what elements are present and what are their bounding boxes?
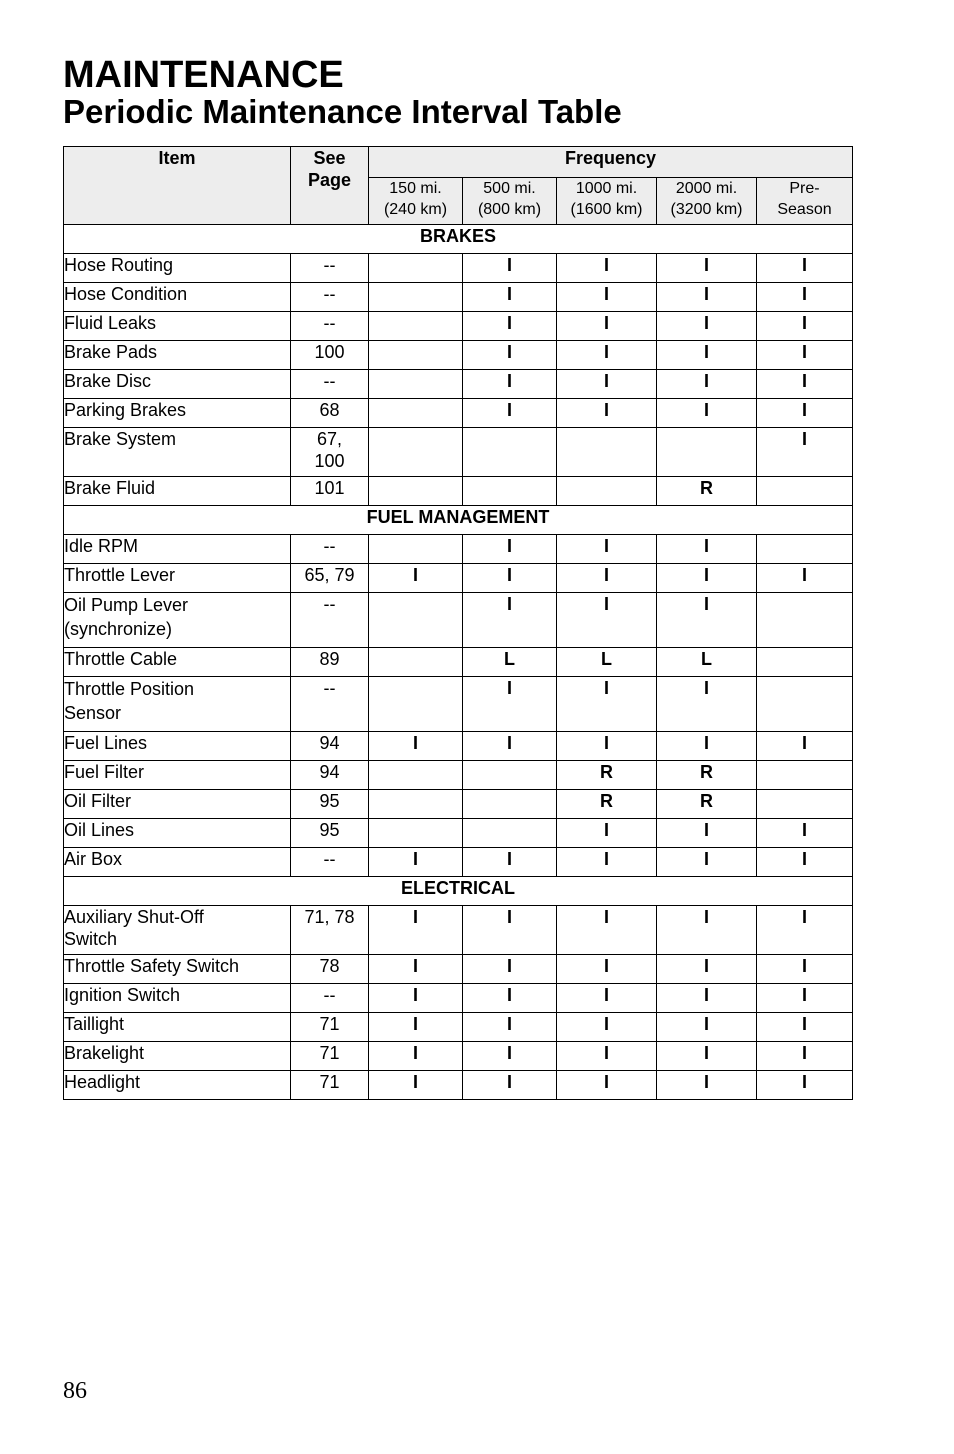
see-page-cell: 95 xyxy=(291,790,369,819)
frequency-mark-cell: I xyxy=(657,1071,757,1100)
table-row xyxy=(64,341,853,370)
frequency-mark-cell xyxy=(463,790,557,819)
table-row xyxy=(64,790,853,819)
frequency-mark-cell xyxy=(369,761,463,790)
item-cell: Air Box xyxy=(64,848,291,877)
see-page-cell: 68 xyxy=(291,399,369,428)
see-page-cell: -- xyxy=(291,283,369,312)
frequency-mark-cell: I xyxy=(657,312,757,341)
frequency-mark-cell: I xyxy=(557,819,657,848)
item-cell: Throttle Lever xyxy=(64,564,291,593)
frequency-mark-cell: I xyxy=(557,984,657,1013)
item-cell: Ignition Switch xyxy=(64,984,291,1013)
see-page-cell: 78 xyxy=(291,955,369,984)
frequency-mark-cell: I xyxy=(463,254,557,283)
frequency-mark-cell: R xyxy=(557,761,657,790)
table-row xyxy=(64,593,853,648)
table-row xyxy=(64,1042,853,1071)
frequency-mark-cell: I xyxy=(657,564,757,593)
see-page-cell: 95 xyxy=(291,819,369,848)
table-row xyxy=(64,819,853,848)
page-subtitle: Periodic Maintenance Interval Table xyxy=(63,93,622,130)
frequency-mark-cell: I xyxy=(557,254,657,283)
frequency-mark-cell: I xyxy=(757,370,853,399)
frequency-mark-cell xyxy=(463,428,557,477)
item-cell: Headlight xyxy=(64,1071,291,1100)
item-cell: Throttle Cable xyxy=(64,648,291,677)
table-row xyxy=(64,848,853,877)
interval-header-label: 2000 mi. (3200 km) xyxy=(670,180,743,219)
frequency-mark-cell xyxy=(757,477,853,506)
frequency-mark-cell: I xyxy=(657,341,757,370)
table-row xyxy=(64,283,853,312)
frequency-mark-cell: I xyxy=(757,428,853,477)
see-page-cell: -- xyxy=(291,848,369,877)
frequency-mark-cell xyxy=(557,477,657,506)
frequency-mark-cell: I xyxy=(369,984,463,1013)
table-row xyxy=(64,564,853,593)
frequency-mark-cell xyxy=(369,399,463,428)
item-cell: Oil Filter xyxy=(64,790,291,819)
frequency-mark-cell: I xyxy=(369,906,463,955)
frequency-mark-cell xyxy=(757,761,853,790)
frequency-mark-cell: I xyxy=(463,1071,557,1100)
table-row xyxy=(64,677,853,732)
frequency-mark-cell xyxy=(757,790,853,819)
frequency-mark-cell: I xyxy=(463,341,557,370)
frequency-mark-cell xyxy=(369,819,463,848)
frequency-mark-cell: I xyxy=(657,732,757,761)
frequency-mark-cell: I xyxy=(557,1042,657,1071)
column-header-frequency: Frequency xyxy=(369,147,853,178)
table-row xyxy=(64,1013,853,1042)
item-cell: Auxiliary Shut-Off Switch xyxy=(64,906,291,955)
frequency-mark-cell xyxy=(369,593,463,648)
item-cell: Idle RPM xyxy=(64,535,291,564)
frequency-mark-cell xyxy=(369,254,463,283)
table-row xyxy=(64,732,853,761)
frequency-mark-cell: I xyxy=(557,399,657,428)
frequency-mark-cell: I xyxy=(657,819,757,848)
frequency-mark-cell: R xyxy=(657,477,757,506)
frequency-mark-cell xyxy=(369,283,463,312)
table-row xyxy=(64,955,853,984)
column-header-see-page xyxy=(291,147,369,225)
frequency-mark-cell: I xyxy=(369,1071,463,1100)
frequency-mark-cell xyxy=(463,477,557,506)
frequency-mark-cell: I xyxy=(657,283,757,312)
table-body xyxy=(64,225,853,1100)
frequency-mark-cell: I xyxy=(557,593,657,648)
table-row xyxy=(64,428,853,477)
frequency-mark-cell: I xyxy=(657,254,757,283)
frequency-mark-cell: I xyxy=(463,984,557,1013)
frequency-mark-cell xyxy=(757,677,853,732)
interval-header-label: 1000 mi. (1600 km) xyxy=(570,180,643,219)
frequency-mark-cell: I xyxy=(463,906,557,955)
frequency-mark-cell: R xyxy=(557,790,657,819)
see-page-cell: 101 xyxy=(291,477,369,506)
frequency-mark-cell: I xyxy=(757,312,853,341)
item-cell: Taillight xyxy=(64,1013,291,1042)
item-cell: Parking Brakes xyxy=(64,399,291,428)
see-page-cell: -- xyxy=(291,312,369,341)
frequency-mark-cell: I xyxy=(657,535,757,564)
item-cell: Oil Lines xyxy=(64,819,291,848)
frequency-mark-cell: I xyxy=(657,1042,757,1071)
see-page-cell: 100 xyxy=(291,341,369,370)
table-row xyxy=(64,761,853,790)
frequency-mark-cell: I xyxy=(557,535,657,564)
frequency-mark-cell: L xyxy=(463,648,557,677)
frequency-mark-cell: I xyxy=(757,341,853,370)
interval-header xyxy=(757,178,853,225)
see-page-cell: 71, 78 xyxy=(291,906,369,955)
frequency-mark-cell: I xyxy=(757,732,853,761)
frequency-mark-cell: I xyxy=(757,564,853,593)
see-page-cell: 67, 100 xyxy=(291,428,369,477)
frequency-mark-cell: I xyxy=(463,1042,557,1071)
frequency-mark-cell: I xyxy=(757,254,853,283)
page-title: MAINTENANCE xyxy=(63,54,344,96)
table-row xyxy=(64,535,853,564)
item-cell: Hose Routing xyxy=(64,254,291,283)
table-row xyxy=(64,906,853,955)
frequency-mark-cell xyxy=(369,341,463,370)
section-row xyxy=(64,877,853,906)
frequency-mark-cell: I xyxy=(757,984,853,1013)
frequency-mark-cell: I xyxy=(757,1071,853,1100)
table-row xyxy=(64,984,853,1013)
frequency-mark-cell: L xyxy=(657,648,757,677)
frequency-mark-cell xyxy=(757,648,853,677)
see-page-cell: 71 xyxy=(291,1071,369,1100)
maintenance-interval-table xyxy=(63,146,853,1100)
page-number: 86 xyxy=(63,1378,87,1404)
interval-header xyxy=(557,178,657,225)
table-row xyxy=(64,370,853,399)
see-page-cell: -- xyxy=(291,254,369,283)
frequency-mark-cell: I xyxy=(557,848,657,877)
frequency-mark-cell: I xyxy=(463,312,557,341)
frequency-mark-cell xyxy=(369,535,463,564)
frequency-mark-cell: R xyxy=(657,761,757,790)
frequency-mark-cell: I xyxy=(757,1013,853,1042)
frequency-mark-cell: I xyxy=(657,677,757,732)
frequency-mark-cell: I xyxy=(463,732,557,761)
interval-header-label: 150 mi. (240 km) xyxy=(383,180,448,219)
frequency-mark-cell: I xyxy=(757,1042,853,1071)
frequency-mark-cell xyxy=(369,648,463,677)
interval-header-label: Pre- Season xyxy=(777,180,832,219)
frequency-mark-cell: I xyxy=(757,283,853,312)
frequency-mark-cell xyxy=(463,819,557,848)
frequency-mark-cell xyxy=(369,677,463,732)
frequency-mark-cell: I xyxy=(557,955,657,984)
frequency-mark-cell: I xyxy=(757,955,853,984)
frequency-mark-cell: I xyxy=(463,593,557,648)
item-cell: Fuel Filter xyxy=(64,761,291,790)
section-header: ELECTRICAL xyxy=(64,877,853,906)
item-cell: Brake Pads xyxy=(64,341,291,370)
frequency-mark-cell: L xyxy=(557,648,657,677)
frequency-mark-cell: I xyxy=(369,848,463,877)
frequency-mark-cell: I xyxy=(369,1013,463,1042)
frequency-mark-cell: I xyxy=(757,399,853,428)
frequency-mark-cell: I xyxy=(369,1042,463,1071)
see-page-cell: 65, 79 xyxy=(291,564,369,593)
frequency-mark-cell: I xyxy=(557,564,657,593)
see-page-cell: -- xyxy=(291,984,369,1013)
section-header: FUEL MANAGEMENT xyxy=(64,506,853,535)
item-cell: Brakelight xyxy=(64,1042,291,1071)
frequency-mark-cell: I xyxy=(463,564,557,593)
section-row xyxy=(64,506,853,535)
item-cell: Throttle Safety Switch xyxy=(64,955,291,984)
frequency-mark-cell xyxy=(369,477,463,506)
frequency-mark-cell: I xyxy=(463,399,557,428)
frequency-mark-cell: I xyxy=(757,906,853,955)
frequency-mark-cell: I xyxy=(657,906,757,955)
column-header-item: Item xyxy=(64,147,291,225)
frequency-mark-cell: I xyxy=(557,370,657,399)
frequency-mark-cell: I xyxy=(557,1071,657,1100)
frequency-mark-cell: I xyxy=(463,370,557,399)
frequency-mark-cell: I xyxy=(369,732,463,761)
see-page-cell: -- xyxy=(291,677,369,732)
frequency-mark-cell: I xyxy=(657,984,757,1013)
frequency-mark-cell: I xyxy=(557,677,657,732)
see-page-header-label: See Page xyxy=(307,148,352,190)
frequency-mark-cell: I xyxy=(463,1013,557,1042)
frequency-mark-cell: I xyxy=(657,848,757,877)
interval-header xyxy=(463,178,557,225)
frequency-mark-cell xyxy=(369,790,463,819)
item-cell: Brake System xyxy=(64,428,291,477)
table-row xyxy=(64,399,853,428)
frequency-mark-cell: I xyxy=(757,819,853,848)
frequency-mark-cell: R xyxy=(657,790,757,819)
frequency-mark-cell: I xyxy=(463,677,557,732)
frequency-mark-cell: I xyxy=(463,848,557,877)
see-page-cell: 71 xyxy=(291,1013,369,1042)
frequency-mark-cell: I xyxy=(369,564,463,593)
frequency-mark-cell xyxy=(757,593,853,648)
interval-header-label: 500 mi. (800 km) xyxy=(477,180,542,219)
see-page-cell: -- xyxy=(291,593,369,648)
interval-header xyxy=(369,178,463,225)
see-page-cell: 94 xyxy=(291,732,369,761)
interval-header xyxy=(657,178,757,225)
frequency-mark-cell xyxy=(757,535,853,564)
table-header xyxy=(64,147,853,225)
frequency-mark-cell: I xyxy=(657,593,757,648)
frequency-mark-cell: I xyxy=(463,955,557,984)
item-cell: Oil Pump Lever (synchronize) xyxy=(64,593,291,648)
header-row-main xyxy=(64,147,853,178)
frequency-mark-cell: I xyxy=(757,848,853,877)
frequency-mark-cell: I xyxy=(657,955,757,984)
frequency-mark-cell xyxy=(657,428,757,477)
frequency-mark-cell xyxy=(369,370,463,399)
frequency-mark-cell xyxy=(369,312,463,341)
item-cell: Brake Disc xyxy=(64,370,291,399)
frequency-mark-cell: I xyxy=(657,370,757,399)
section-row xyxy=(64,225,853,254)
frequency-mark-cell: I xyxy=(657,1013,757,1042)
table-row xyxy=(64,312,853,341)
item-cell: Fuel Lines xyxy=(64,732,291,761)
frequency-mark-cell: I xyxy=(557,906,657,955)
table-row xyxy=(64,254,853,283)
frequency-mark-cell: I xyxy=(463,283,557,312)
see-page-cell: -- xyxy=(291,370,369,399)
frequency-mark-cell: I xyxy=(463,535,557,564)
frequency-mark-cell: I xyxy=(557,1013,657,1042)
item-cell: Brake Fluid xyxy=(64,477,291,506)
item-cell: Fluid Leaks xyxy=(64,312,291,341)
table-row xyxy=(64,477,853,506)
section-header: BRAKES xyxy=(64,225,853,254)
see-page-cell: 89 xyxy=(291,648,369,677)
see-page-cell: -- xyxy=(291,535,369,564)
see-page-cell: 94 xyxy=(291,761,369,790)
see-page-cell: 71 xyxy=(291,1042,369,1071)
frequency-mark-cell: I xyxy=(557,341,657,370)
table-row xyxy=(64,1071,853,1100)
item-cell: Throttle Position Sensor xyxy=(64,677,291,732)
frequency-mark-cell: I xyxy=(369,955,463,984)
table-row xyxy=(64,648,853,677)
frequency-mark-cell xyxy=(557,428,657,477)
frequency-mark-cell: I xyxy=(557,312,657,341)
item-cell: Hose Condition xyxy=(64,283,291,312)
frequency-mark-cell xyxy=(463,761,557,790)
frequency-mark-cell: I xyxy=(657,399,757,428)
frequency-mark-cell xyxy=(369,428,463,477)
frequency-mark-cell: I xyxy=(557,283,657,312)
frequency-mark-cell: I xyxy=(557,732,657,761)
